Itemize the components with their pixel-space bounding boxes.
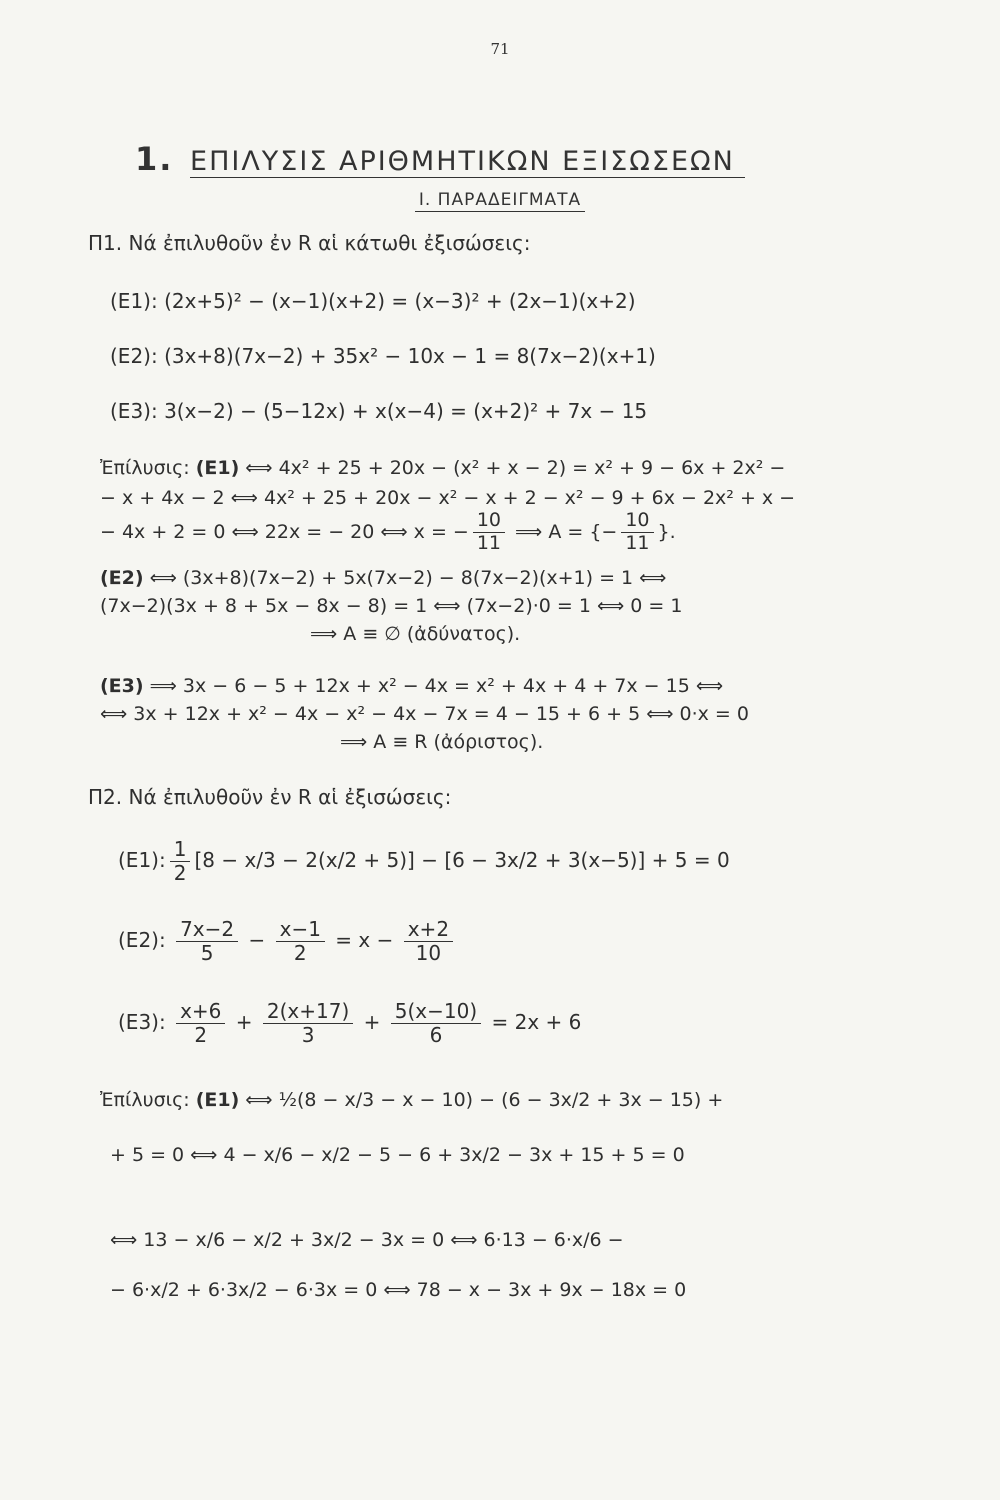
fraction xyxy=(621,510,653,555)
fraction xyxy=(263,1000,353,1047)
equation-text: = x − xyxy=(328,928,400,952)
numerator: 5(x−10) xyxy=(391,1000,481,1024)
p1-solution-e2-line3: ⟹ A ≡ ∅ (ἀδύνατος). xyxy=(310,623,521,645)
solution-label: Ἐπίλυσις: xyxy=(100,1089,196,1111)
denominator: 11 xyxy=(625,531,650,554)
chapter-heading xyxy=(135,140,745,178)
p1-equation-e1: (Ε1): (2x+5)² − (x−1)(x+2) = (x−3)² + (2x−1)(x+2) xyxy=(110,289,636,313)
p1-solution-e3-line2: ⟺ 3x + 12x + x² − 4x − x² − 4x − 7x = 4 − 15 + 6 + 5 ⟺ 0·x = 0 xyxy=(100,703,749,725)
p2-solution-line2: + 5 = 0 ⟺ 4 − x/6 − x/2 − 5 − 6 + 3x/2 − 3x + 15 + 5 = 0 xyxy=(110,1144,685,1166)
denominator: 2 xyxy=(173,861,187,885)
solution-text: ⟺ 4x² + 25 + 20x − (x² + x − 2) = x² + 9 − 6x + 2x² − xyxy=(239,457,786,479)
chapter-number: 1. xyxy=(135,140,174,178)
solution-tag-e1: (Ε1) xyxy=(195,457,240,479)
solution-text: ⟺ ½(8 − x/3 − x − 10) − (6 − 3x/2 + 3x − 15) + xyxy=(239,1089,724,1111)
p2-solution-line4: − 6·x/2 + 6·3x/2 − 6·3x = 0 ⟺ 78 − x − 3x + 9x − 18x = 0 xyxy=(110,1279,687,1301)
p1-solution-e1-line3 xyxy=(100,510,676,555)
section-heading xyxy=(0,190,1000,210)
solution-text: − 4x + 2 = 0 ⟺ 22x = − 20 ⟺ x = − xyxy=(100,520,469,543)
solution-tag-e1: (Ε1) xyxy=(195,1089,240,1111)
solution-text: ⟺ (3x+8)(7x−2) + 5x(7x−2) − 8(7x−2)(x+1) = 1 ⟺ xyxy=(143,567,667,589)
equation-text: + xyxy=(357,1010,387,1034)
p1-intro: Π1. Νά ἐπιλυθοῦν ἐν R αἱ κάτωθι ἐξισώσεις: xyxy=(88,231,531,255)
p1-solution-e2-line1 xyxy=(100,568,666,589)
denominator: 10 xyxy=(415,941,442,965)
chapter-title: ΕΠΙΛΥΣΙΣ ΑΡΙΘΜΗΤΙΚΩΝ ΕΞΙΣΩΣΕΩΝ xyxy=(190,146,745,178)
p2-equation-e3 xyxy=(118,1000,581,1047)
p1-solution-e2-line2: (7x−2)(3x + 8 + 5x − 8x − 8) = 1 ⟺ (7x−2)·0 = 1 ⟺ 0 = 1 xyxy=(100,595,683,617)
solution-text: ⟹ 3x − 6 − 5 + 12x + x² − 4x = x² + 4x + 4 + 7x − 15 ⟺ xyxy=(143,675,724,697)
fraction xyxy=(176,918,238,965)
numerator: 10 xyxy=(621,510,653,533)
equation-label: (Ε1): xyxy=(118,848,166,872)
p2-solution-line3: ⟺ 13 − x/6 − x/2 + 3x/2 − 3x = 0 ⟺ 6·13 − 6·x/6 − xyxy=(110,1229,624,1251)
numerator: 7x−2 xyxy=(176,918,238,942)
solution-tag-e2: (Ε2) xyxy=(100,567,144,589)
numerator: 2(x+17) xyxy=(263,1000,353,1024)
denominator: 2 xyxy=(293,941,307,965)
solution-text: }. xyxy=(657,520,676,543)
p1-equation-e2: (Ε2): (3x+8)(7x−2) + 35x² − 10x − 1 = 8(7x−2)(x+1) xyxy=(110,344,656,368)
p1-solution-e1-line1 xyxy=(100,458,785,479)
solution-label: Ἐπίλυσις: xyxy=(100,457,196,479)
p2-equation-e2 xyxy=(118,918,457,965)
p2-solution-line1 xyxy=(100,1090,723,1111)
equation-label: (Ε3): xyxy=(118,1010,166,1034)
p1-solution-e3-line3: ⟹ A ≡ R (ἀόριστος). xyxy=(340,731,544,753)
numerator: x+2 xyxy=(404,918,453,942)
p1-equation-e3: (Ε3): 3(x−2) − (5−12x) + x(x−4) = (x+2)² + 7x − 15 xyxy=(110,399,648,423)
fraction xyxy=(276,918,325,965)
numerator: 10 xyxy=(473,510,505,533)
denominator: 2 xyxy=(194,1023,208,1047)
p1-solution-e1-line2: − x + 4x − 2 ⟺ 4x² + 25 + 20x − x² − x + 2 − x² − 9 + 6x − 2x² + x − xyxy=(100,487,796,509)
page-number: 71 xyxy=(490,40,510,58)
denominator: 6 xyxy=(429,1023,443,1047)
fraction xyxy=(391,1000,481,1047)
numerator: x+6 xyxy=(176,1000,225,1024)
numerator: 1 xyxy=(170,838,191,862)
equation-text: [8 − x/3 − 2(x/2 + 5)] − [6 − 3x/2 + 3(x−5)] + 5 = 0 xyxy=(194,848,730,872)
equation-text: = 2x + 6 xyxy=(485,1010,582,1034)
fraction xyxy=(170,838,191,885)
fraction xyxy=(473,510,505,555)
fraction xyxy=(404,918,453,965)
denominator: 5 xyxy=(200,941,214,965)
denominator: 3 xyxy=(301,1023,315,1047)
denominator: 11 xyxy=(476,531,502,554)
equation-label: (Ε2): xyxy=(118,928,166,952)
section-title: Ι. ΠΑΡΑΔΕΙΓΜΑΤΑ xyxy=(415,190,585,212)
p2-equation-e1 xyxy=(118,838,730,885)
equation-text: + xyxy=(229,1010,259,1034)
p2-intro: Π2. Νά ἐπιλυθοῦν ἐν R αἱ ἐξισώσεις: xyxy=(88,785,452,809)
numerator: x−1 xyxy=(276,918,325,942)
solution-text: ⟹ A = {− xyxy=(509,520,618,543)
equation-text: − xyxy=(242,928,272,952)
p1-solution-e3-line1 xyxy=(100,676,723,697)
fraction xyxy=(176,1000,225,1047)
solution-tag-e3: (Ε3) xyxy=(100,675,144,697)
